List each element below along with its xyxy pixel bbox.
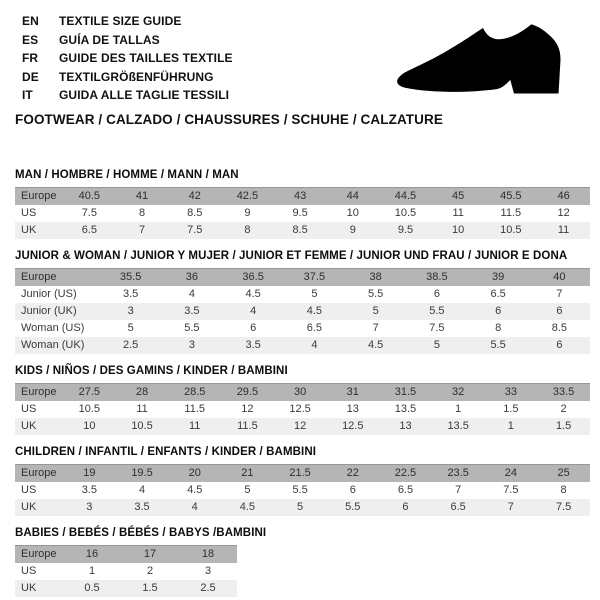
- table-row: [15, 418, 590, 435]
- size-value: 5: [311, 287, 318, 300]
- size-value: 13: [346, 402, 359, 415]
- size-value: 1: [455, 402, 462, 415]
- size-value: 13.5: [432, 418, 485, 435]
- section-title: BABIES / BEBÉS / BÉBÉS / BABYS /BAMBINI: [15, 526, 267, 539]
- row-label: Europe: [15, 383, 63, 401]
- language-code: ES: [22, 32, 39, 47]
- size-value: 3: [161, 337, 222, 354]
- size-value: 28.5: [168, 383, 221, 401]
- size-value: 3: [204, 564, 212, 577]
- size-value: 7.5: [81, 206, 97, 219]
- size-value: 45.5: [485, 187, 538, 205]
- size-value: 3.5: [161, 303, 222, 320]
- row-label: Woman (US): [21, 321, 85, 334]
- language-label: TEXTILE SIZE GUIDE: [59, 14, 182, 28]
- language-code: FR: [22, 51, 39, 65]
- size-value: 17: [121, 545, 179, 563]
- size-value: 21: [221, 464, 274, 482]
- size-value: 9: [326, 222, 379, 239]
- size-value: 6.5: [63, 222, 116, 239]
- size-value: 32: [432, 383, 485, 401]
- size-value: 20: [168, 464, 221, 482]
- size-value: 36.5: [223, 268, 284, 286]
- table-row: [15, 482, 590, 499]
- language-label: TEXTILGRÖßENFÜHRUNG: [59, 69, 214, 84]
- size-value: 8: [495, 321, 502, 334]
- size-value: 11.5: [184, 402, 206, 415]
- section-title: CHILDREN / INFANTIL / ENFANTS / KINDER / BAMBINI: [15, 445, 317, 458]
- size-value: 28: [116, 383, 169, 401]
- size-table-babies: [15, 545, 237, 597]
- size-value: 5.5: [326, 499, 379, 516]
- language-code: IT: [22, 88, 33, 102]
- size-value: 19: [63, 464, 116, 482]
- size-table-kids: [15, 383, 590, 435]
- size-value: 9.5: [292, 206, 308, 219]
- table-row: [15, 303, 590, 320]
- size-value: 6: [529, 303, 590, 320]
- table-row: [15, 499, 590, 516]
- size-value: 11.5: [221, 418, 274, 435]
- size-section-junior-woman: [15, 250, 590, 354]
- size-value: 11.5: [500, 206, 522, 219]
- size-table-junior-woman: [15, 268, 590, 354]
- size-value: 5: [244, 483, 251, 496]
- row-label: Woman (UK): [15, 337, 100, 354]
- size-value: 22: [326, 464, 379, 482]
- size-value: 5.5: [292, 483, 308, 496]
- size-value: 3: [63, 499, 116, 516]
- size-value: 9.5: [379, 222, 432, 239]
- size-value: 25: [537, 464, 590, 482]
- row-label: US: [21, 483, 37, 496]
- table-row: [15, 268, 590, 286]
- size-value: 4.5: [187, 483, 203, 496]
- size-value: 7: [455, 483, 462, 496]
- size-value: 5.5: [468, 337, 529, 354]
- size-value: 2: [146, 564, 154, 577]
- size-value: 13.5: [394, 402, 417, 415]
- size-section-kids: [15, 365, 590, 435]
- size-value: 10.5: [394, 206, 417, 219]
- size-value: 40: [529, 268, 590, 286]
- size-value: 11: [537, 222, 590, 239]
- size-value: 7: [485, 499, 538, 516]
- size-value: 5: [406, 337, 467, 354]
- row-label: US: [21, 564, 37, 577]
- size-value: 27.5: [63, 383, 116, 401]
- size-value: 10.5: [78, 402, 101, 415]
- size-value: 40.5: [63, 187, 116, 205]
- size-value: 4: [168, 499, 221, 516]
- row-label: UK: [15, 418, 63, 435]
- size-value: 16: [63, 545, 121, 563]
- size-value: 13: [379, 418, 432, 435]
- table-row: [15, 401, 590, 418]
- size-value: 7: [116, 222, 169, 239]
- row-label: US: [21, 206, 37, 219]
- size-value: 4: [188, 287, 195, 300]
- size-value: 22.5: [379, 464, 432, 482]
- size-value: 7: [556, 287, 563, 300]
- size-value: 6: [250, 321, 257, 334]
- table-row: [15, 464, 590, 482]
- size-value: 5.5: [406, 303, 467, 320]
- size-value: 11: [452, 206, 464, 219]
- size-value: 4: [138, 483, 146, 496]
- size-value: 43: [274, 187, 327, 205]
- size-value: 7: [372, 321, 379, 334]
- page-header: [15, 12, 590, 127]
- row-label: UK: [15, 499, 63, 516]
- size-value: 44: [326, 187, 379, 205]
- row-label: Europe: [15, 545, 63, 563]
- size-value: 8.5: [187, 206, 203, 219]
- size-value: 7.5: [537, 499, 590, 516]
- size-value: 2.5: [179, 580, 237, 597]
- size-value: 8.5: [274, 222, 327, 239]
- size-value: 45: [432, 187, 485, 205]
- size-value: 3.5: [223, 337, 284, 354]
- section-title: MAN / HOMBRE / HOMME / MANN / MAN: [15, 168, 239, 181]
- size-value: 9: [244, 206, 251, 219]
- table-row: [15, 187, 590, 205]
- size-value: 37.5: [284, 268, 345, 286]
- section-title: KIDS / NIÑOS / DES GAMINS / KINDER / BAMBINI: [15, 364, 288, 377]
- language-code: DE: [22, 69, 39, 84]
- size-value: 4: [284, 337, 345, 354]
- size-value: 12: [274, 418, 327, 435]
- size-value: 7.5: [429, 321, 445, 334]
- table-row: [15, 205, 590, 222]
- size-section-children: [15, 446, 590, 516]
- size-value: 8: [138, 206, 146, 219]
- size-value: 1.5: [121, 580, 179, 597]
- size-value: 1.5: [503, 402, 519, 415]
- size-value: 5: [345, 303, 406, 320]
- size-value: 42.5: [221, 187, 274, 205]
- section-title: JUNIOR & WOMAN / JUNIOR Y MUJER / JUNIOR ET FEMME / JUNIOR UND FRAU / JUNIOR E DONA: [15, 249, 568, 262]
- row-label: Junior (US): [21, 287, 77, 300]
- size-table-man: [15, 187, 590, 239]
- size-value: 10: [63, 418, 116, 435]
- size-value: 33: [485, 383, 538, 401]
- language-label: GUÍA DE TALLAS: [59, 32, 160, 47]
- size-value: 35.5: [100, 268, 161, 286]
- size-value: 23.5: [432, 464, 485, 482]
- table-row: [15, 337, 590, 354]
- size-value: 12.5: [289, 402, 311, 415]
- language-label: GUIDA ALLE TAGLIE TESSILI: [59, 88, 230, 102]
- size-value: 6.5: [306, 321, 323, 334]
- size-value: 42: [168, 187, 221, 205]
- size-value: 39: [468, 268, 529, 286]
- size-value: 6: [379, 499, 432, 516]
- table-row: [15, 563, 237, 580]
- size-value: 8: [221, 222, 274, 239]
- size-value: 33.5: [537, 383, 590, 401]
- size-value: 3.5: [81, 483, 97, 496]
- size-value: 3.5: [122, 287, 139, 300]
- size-value: 10: [346, 206, 359, 219]
- size-value: 19.5: [116, 464, 169, 482]
- size-value: 4.5: [284, 303, 345, 320]
- shoe-icon: [392, 12, 574, 104]
- size-section-man: [15, 169, 590, 239]
- size-value: 5: [127, 321, 134, 334]
- size-value: 6.5: [490, 287, 506, 300]
- size-value: 1.5: [537, 418, 590, 435]
- table-row: [15, 383, 590, 401]
- size-value: 5: [274, 499, 327, 516]
- size-value: 10.5: [116, 418, 169, 435]
- size-value: 38: [345, 268, 406, 286]
- size-value: 8.5: [551, 321, 568, 334]
- size-value: 18: [179, 545, 237, 563]
- size-table-children: [15, 464, 590, 516]
- size-value: 41: [116, 187, 169, 205]
- size-value: 5.5: [367, 287, 384, 300]
- size-value: 36: [161, 268, 222, 286]
- size-tables: [15, 169, 590, 597]
- row-label: US: [21, 402, 37, 415]
- size-value: 6: [529, 337, 590, 354]
- table-row: [15, 286, 590, 303]
- row-label: Europe: [15, 464, 63, 482]
- size-value: 31: [326, 383, 379, 401]
- size-value: 46: [537, 187, 590, 205]
- size-value: 30: [274, 383, 327, 401]
- size-value: 0.5: [63, 580, 121, 597]
- language-label: GUIDE DES TAILLES TEXTILE: [59, 51, 233, 65]
- size-value: 38.5: [406, 268, 467, 286]
- size-value: 6.5: [397, 483, 414, 496]
- size-value: 4.5: [345, 337, 406, 354]
- size-value: 6: [349, 483, 356, 496]
- size-value: 10.5: [485, 222, 538, 239]
- size-value: 3: [100, 303, 161, 320]
- size-value: 6: [433, 287, 440, 300]
- size-value: 7.5: [503, 483, 519, 496]
- size-value: 7.5: [168, 222, 221, 239]
- size-value: 4.5: [245, 287, 261, 300]
- row-label: UK: [15, 222, 63, 239]
- row-label: UK: [15, 580, 63, 597]
- size-value: 29.5: [221, 383, 274, 401]
- size-value: 21.5: [274, 464, 327, 482]
- size-value: 12: [557, 206, 570, 219]
- size-value: 12.5: [326, 418, 379, 435]
- row-label: Europe: [15, 187, 63, 205]
- size-value: 11: [168, 418, 221, 435]
- row-label: Junior (UK): [15, 303, 100, 320]
- size-value: 6.5: [432, 499, 485, 516]
- language-code: EN: [22, 14, 39, 28]
- size-value: 10: [432, 222, 485, 239]
- size-value: 2.5: [100, 337, 161, 354]
- size-value: 4: [223, 303, 284, 320]
- table-row: [15, 580, 237, 597]
- size-value: 6: [468, 303, 529, 320]
- row-label: Europe: [15, 268, 100, 286]
- size-value: 44.5: [379, 187, 432, 205]
- size-value: 5.5: [184, 321, 200, 334]
- size-value: 12: [241, 402, 254, 415]
- size-value: 1: [485, 418, 538, 435]
- table-row: [15, 222, 590, 239]
- size-value: 4.5: [221, 499, 274, 516]
- table-row: [15, 545, 237, 563]
- size-value: 11: [136, 402, 148, 415]
- category-heading: FOOTWEAR / CALZADO / CHAUSSURES / SCHUHE / CALZATURE: [15, 111, 443, 127]
- size-value: 8: [560, 483, 567, 496]
- table-row: [15, 320, 590, 337]
- size-value: 2: [560, 402, 567, 415]
- size-value: 1: [88, 564, 96, 577]
- size-section-babies: [15, 527, 590, 597]
- size-value: 24: [485, 464, 538, 482]
- size-value: 3.5: [116, 499, 169, 516]
- size-value: 31.5: [379, 383, 432, 401]
